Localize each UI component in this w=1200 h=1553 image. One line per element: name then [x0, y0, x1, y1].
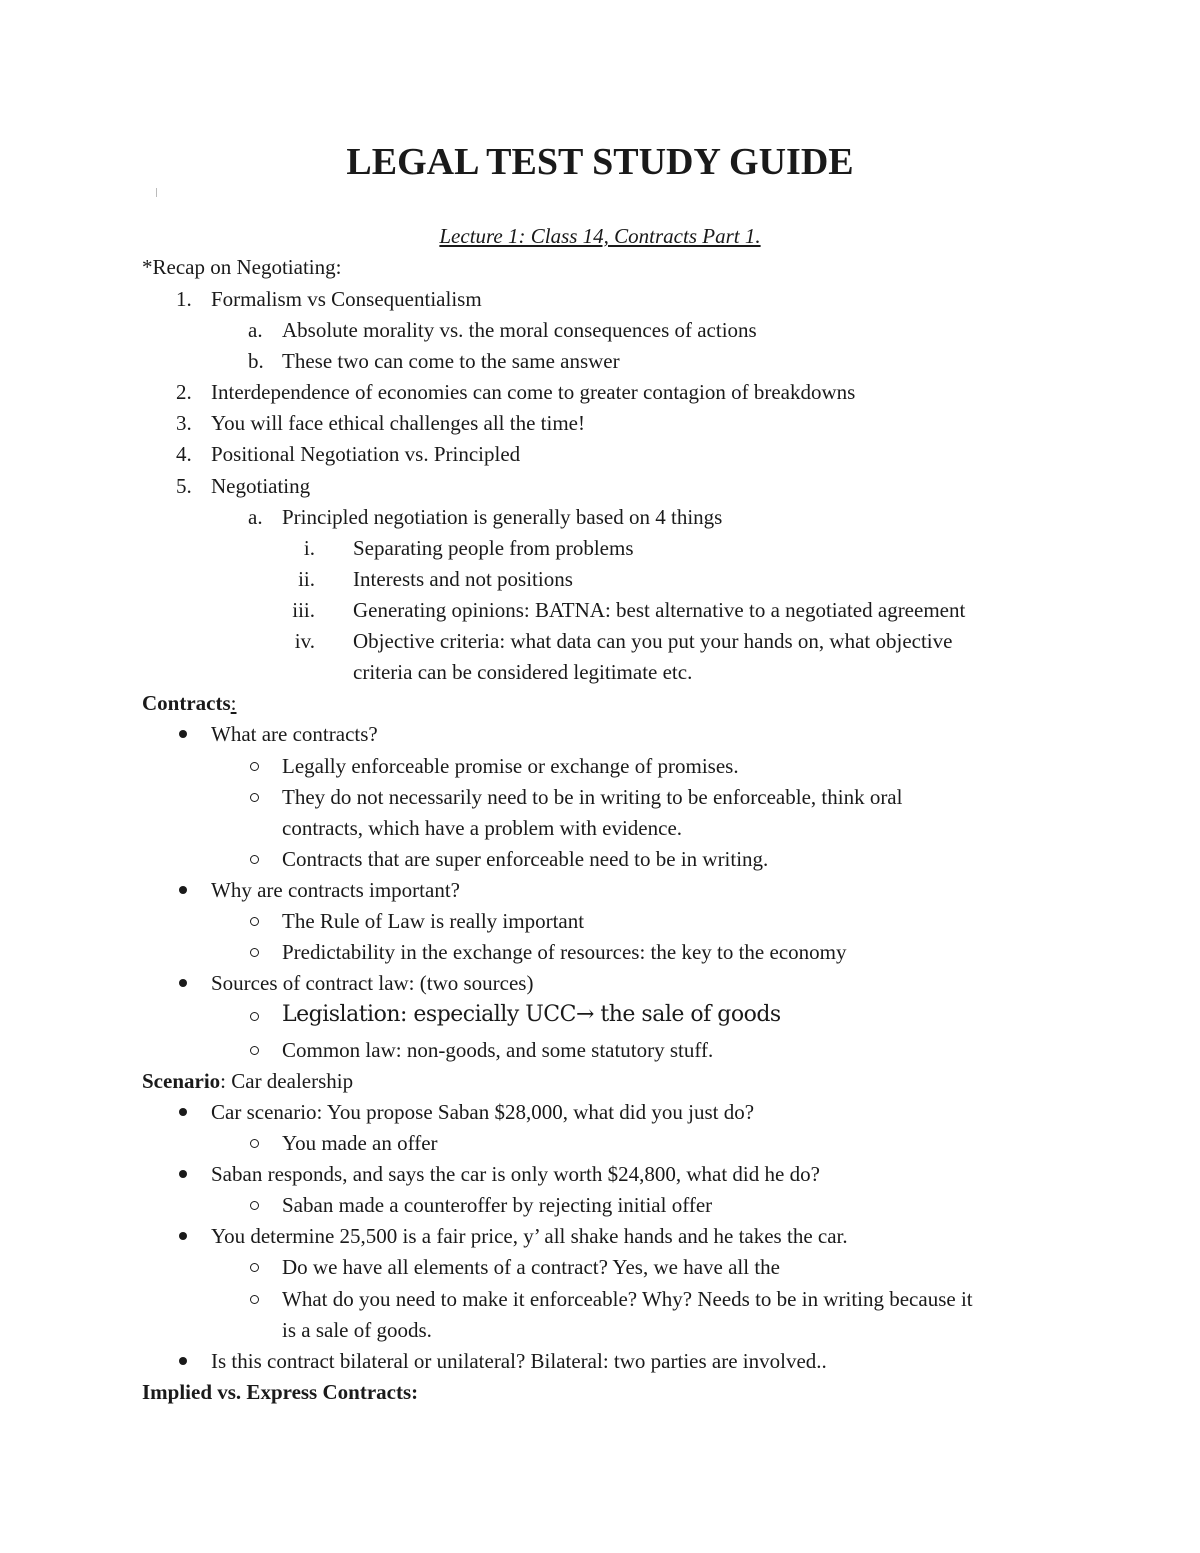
- list-item: Saban responds, and says the car is only worth $24,800, what did he do?: [211, 1162, 820, 1186]
- list-item: Principled negotiation is generally based on 4 things: [282, 505, 723, 529]
- contracts-heading: [142, 689, 237, 717]
- list-marker: 5.: [176, 474, 192, 498]
- bullet-icon: [179, 979, 187, 987]
- list-item: Contracts that are super enforceable need to be in writing.: [282, 847, 769, 871]
- list-item: Objective criteria: what data can you put your hands on, what objective: [353, 629, 953, 653]
- list-item: The Rule of Law is really important: [282, 909, 585, 933]
- list-item: They do not necessarily need to be in writing to be enforceable, think oral: [282, 785, 903, 809]
- bullet-icon: [179, 1108, 187, 1116]
- list-item: You determine 25,500 is a fair price, y’ all shake hands and he takes the car.: [211, 1224, 848, 1248]
- list-item: Common law: non-goods, and some statutory stuff.: [282, 1038, 714, 1062]
- hollow-bullet-icon: [250, 948, 259, 957]
- list-item: Is this contract bilateral or unilateral? Bilateral: two parties are involved..: [211, 1349, 827, 1373]
- list-item: Why are contracts important?: [211, 878, 460, 902]
- hollow-bullet-icon: [250, 762, 259, 771]
- list-item: Legally enforceable promise or exchange of promises.: [282, 754, 739, 778]
- list-item: What are contracts?: [211, 722, 378, 746]
- list-marker: 2.: [176, 380, 192, 404]
- list-item: Legislation: especially UCC→ the sale of goods: [282, 1002, 781, 1027]
- lecture-subtitle: Lecture 1: Class 14, Contracts Part 1.: [439, 224, 761, 248]
- list-item: Saban made a counteroffer by rejecting initial offer: [282, 1193, 713, 1217]
- stray-mark: [156, 188, 157, 197]
- implied-express-heading: Implied vs. Express Contracts:: [142, 1380, 419, 1404]
- list-marker: 3.: [176, 411, 192, 435]
- hollow-bullet-icon: [250, 1012, 259, 1021]
- list-item: You will face ethical challenges all the time!: [211, 411, 585, 435]
- list-item: What do you need to make it enforceable? Why? Needs to be in writing because it: [282, 1287, 973, 1311]
- list-item-continuation: is a sale of goods.: [282, 1318, 432, 1342]
- bullet-icon: [179, 730, 187, 738]
- list-marker: a.: [248, 318, 263, 342]
- contracts-heading-colon: :: [230, 691, 237, 715]
- bullet-icon: [179, 1357, 187, 1365]
- hollow-bullet-icon: [250, 1263, 259, 1272]
- list-item: Positional Negotiation vs. Principled: [211, 442, 521, 466]
- list-marker: iii.: [292, 598, 315, 622]
- list-item: Car scenario: You propose Saban $28,000, what did you just do?: [211, 1100, 755, 1124]
- list-item: Absolute morality vs. the moral consequences of actions: [282, 318, 757, 342]
- list-item: Predictability in the exchange of resources: the key to the economy: [282, 940, 847, 964]
- list-marker: 1.: [176, 287, 192, 311]
- page-title: LEGAL TEST STUDY GUIDE: [346, 141, 854, 183]
- list-item-continuation: contracts, which have a problem with evidence.: [282, 816, 683, 840]
- list-item: Do we have all elements of a contract? Yes, we have all the: [282, 1255, 780, 1279]
- scenario-heading-text: : Car dealership: [220, 1069, 354, 1093]
- hollow-bullet-icon: [250, 1139, 259, 1148]
- list-item: Generating opinions: BATNA: best alternative to a negotiated agreement: [353, 598, 966, 622]
- hollow-bullet-icon: [250, 855, 259, 864]
- list-marker: 4.: [176, 442, 192, 466]
- list-marker: b.: [248, 349, 264, 373]
- list-item: You made an offer: [282, 1131, 438, 1155]
- scenario-heading: [142, 1067, 353, 1095]
- bullet-icon: [179, 1232, 187, 1240]
- bullet-icon: [179, 1170, 187, 1178]
- bullet-icon: [179, 886, 187, 894]
- contracts-heading-label: Contracts: [142, 691, 231, 715]
- list-marker: ii.: [298, 567, 315, 591]
- list-marker: a.: [248, 505, 263, 529]
- list-item: Separating people from problems: [353, 536, 634, 560]
- hollow-bullet-icon: [250, 1201, 259, 1210]
- hollow-bullet-icon: [250, 917, 259, 926]
- list-item: Formalism vs Consequentialism: [211, 287, 482, 311]
- list-item: Interests and not positions: [353, 567, 573, 591]
- scenario-heading-label: Scenario: [142, 1069, 221, 1093]
- list-item: Negotiating: [211, 474, 311, 498]
- list-marker: i.: [303, 536, 315, 560]
- list-item: These two can come to the same answer: [282, 349, 620, 373]
- list-item: Interdependence of economies can come to greater contagion of breakdowns: [211, 380, 856, 404]
- list-item: Sources of contract law: (two sources): [211, 971, 534, 995]
- hollow-bullet-icon: [250, 1295, 259, 1304]
- hollow-bullet-icon: [250, 1046, 259, 1055]
- recap-heading: *Recap on Negotiating:: [142, 255, 342, 279]
- list-marker: iv.: [294, 629, 315, 653]
- hollow-bullet-icon: [250, 793, 259, 802]
- list-item-continuation: criteria can be considered legitimate etc.: [353, 660, 693, 684]
